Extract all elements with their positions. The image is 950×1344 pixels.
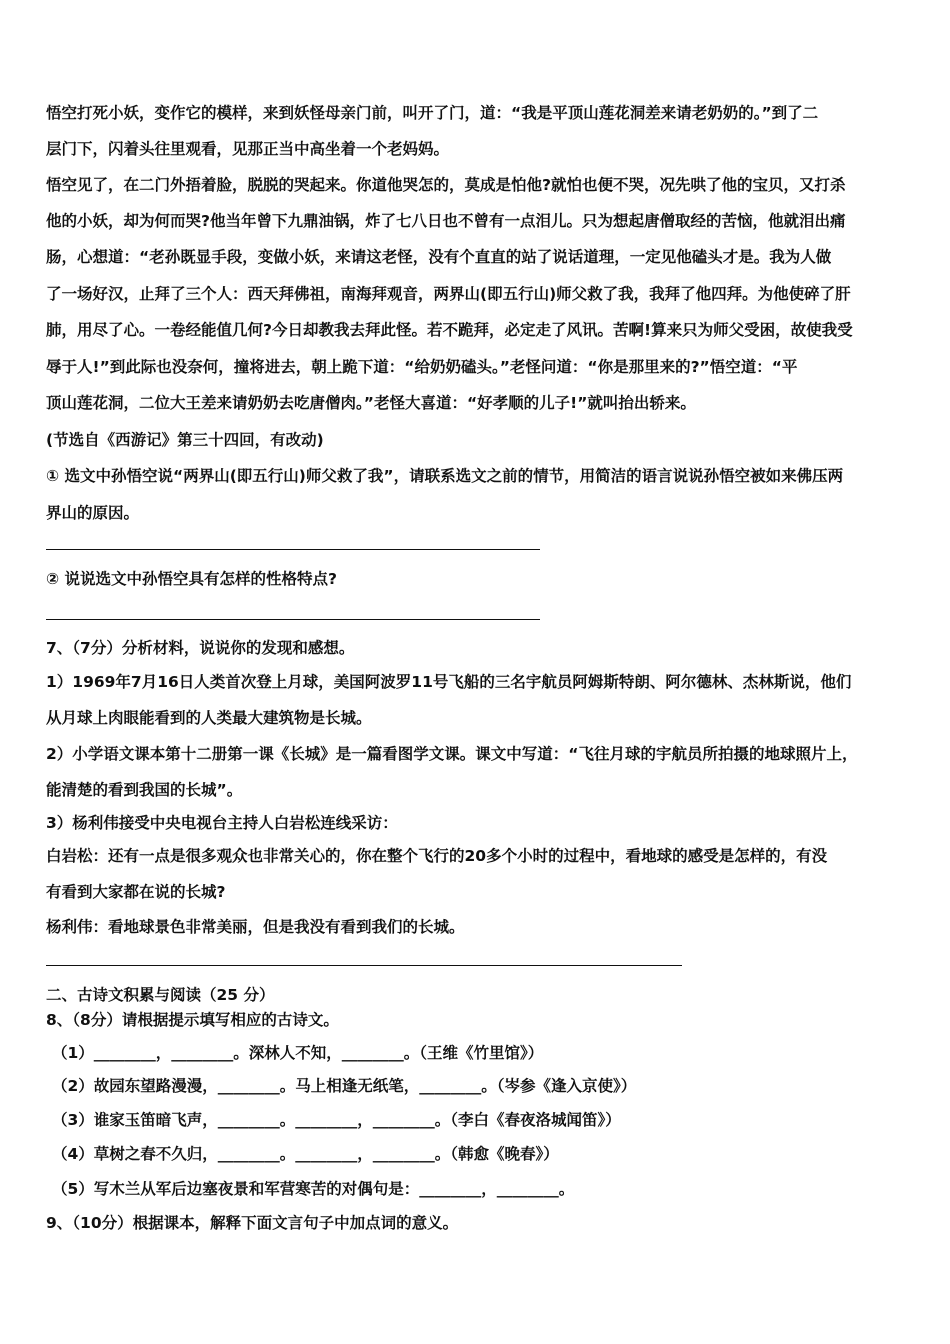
q7-line: 有看到大家都在说的长城?: [46, 883, 226, 901]
q8-item: （2）故园东望路漫漫，________。马上相逢无纸笔，________。（岑参《逢入京使》）: [52, 1077, 637, 1095]
q6-sub1-line: ① 选文中孙悟空说“两界山(即五行山)师父救了我”，请联系选文之前的情节，用简洁的语言说说孙悟空被如来佛压两: [46, 467, 844, 485]
passage-line: 了一场好汉，止拜了三个人：西天拜佛祖，南海拜观音，两界山(即五行山)师父救了我，我拜了他四拜。为他使碎了肝: [46, 285, 851, 303]
q7-line: 从月球上肉眼能看到的人类最大建筑物是长城。: [46, 709, 372, 727]
q7-line: 杨利伟：看地球景色非常美丽，但是我没有看到我们的长城。: [46, 918, 465, 936]
q6-sub1-line: 界山的原因。: [46, 504, 140, 522]
passage-line: 肺，用尽了心。一卷经能值几何?今日却教我去拜此怪。若不跪拜，必定走了风讯。苦啊!算来只为师父受困，故使我受: [46, 321, 853, 339]
q7-line: 白岩松：还有一点是很多观众也非常关心的，你在整个飞行的20多个小时的过程中，看地球的感受是怎样的，有没: [46, 847, 828, 865]
q7-line: 3）杨利伟接受中央电视台主持人白岩松连线采访：: [46, 814, 398, 832]
passage-line: 层门下，闪着头往里观看，见那正当中高坐着一个老妈妈。: [46, 140, 450, 158]
q9-header: 9、（10分）根据课本，解释下面文言句子中加点词的意义。: [46, 1214, 459, 1232]
answer-line: [46, 619, 540, 620]
q8-item: （3）谁家玉笛暗飞声，________。________，________。（李白《春夜洛城闻笛》）: [52, 1111, 621, 1129]
q8-item: （1）________，________。深林人不知，________。（王维《竹里馆》）: [52, 1044, 544, 1062]
q6-sub2: ② 说说选文中孙悟空具有怎样的性格特点?: [46, 570, 338, 588]
passage-line: 肠，心想道：“老孙既显手段，变做小妖，来请这老怪，没有个直直的站了说话道理，一定见他磕头才是。我为人做: [46, 248, 832, 266]
q8-header: 8、（8分）请根据提示填写相应的古诗文。: [46, 1011, 339, 1029]
passage-line: 辱于人!”到此际也没奈何，撞将进去，朝上跪下道：“给奶奶磕头。”老怪问道：“你是那里来的?”悟空道：“平: [46, 358, 798, 376]
q8-item: （4）草树之春不久归，________。________，________。（韩愈《晚春》）: [52, 1145, 559, 1163]
q7-line: 能清楚的看到我国的长城”。: [46, 781, 243, 799]
passage-line: 他的小妖，却为何而哭?他当年曾下九鼎油锅，炸了七八日也不曾有一点泪儿。只为想起唐僧取经的苦恼，他就泪出痛: [46, 212, 846, 230]
answer-line: [46, 549, 540, 550]
q7-header: 7、（7分）分析材料，说说你的发现和感想。: [46, 639, 355, 657]
answer-line: [46, 965, 682, 966]
q7-line: 2）小学语文课本第十二册第一课《长城》是一篇看图学文课。课文中写道：“飞往月球的宇航员所拍摄的地球照片上，: [46, 745, 858, 763]
passage-source: (节选自《西游记》第三十四回，有改动): [46, 431, 324, 449]
q7-line: 1）1969年7月16日人类首次登上月球，美国阿波罗11号飞船的三名宇航员阿姆斯特朗、阿尔德林、杰林斯说，他们: [46, 673, 852, 691]
passage-line: 顶山莲花洞，二位大王差来请奶奶去吃唐僧肉。”老怪大喜道：“好孝顺的儿子!”就叫抬出轿来。: [46, 394, 696, 412]
section-title: 二、古诗文积累与阅读（25 分）: [46, 986, 275, 1004]
passage-line: 悟空打死小妖，变作它的模样，来到妖怪母亲门前，叫开了门，道：“我是平顶山莲花洞差来请老奶奶的。”到了二: [46, 104, 819, 122]
passage-line: 悟空见了，在二门外捂着脸，脱脱的哭起来。你道他哭怎的，莫成是怕他?就怕也便不哭，况先哄了他的宝贝，又打杀: [46, 176, 846, 194]
q8-item: （5）写木兰从军后边塞夜景和军营寒苦的对偶句是：________，________。: [52, 1180, 575, 1198]
